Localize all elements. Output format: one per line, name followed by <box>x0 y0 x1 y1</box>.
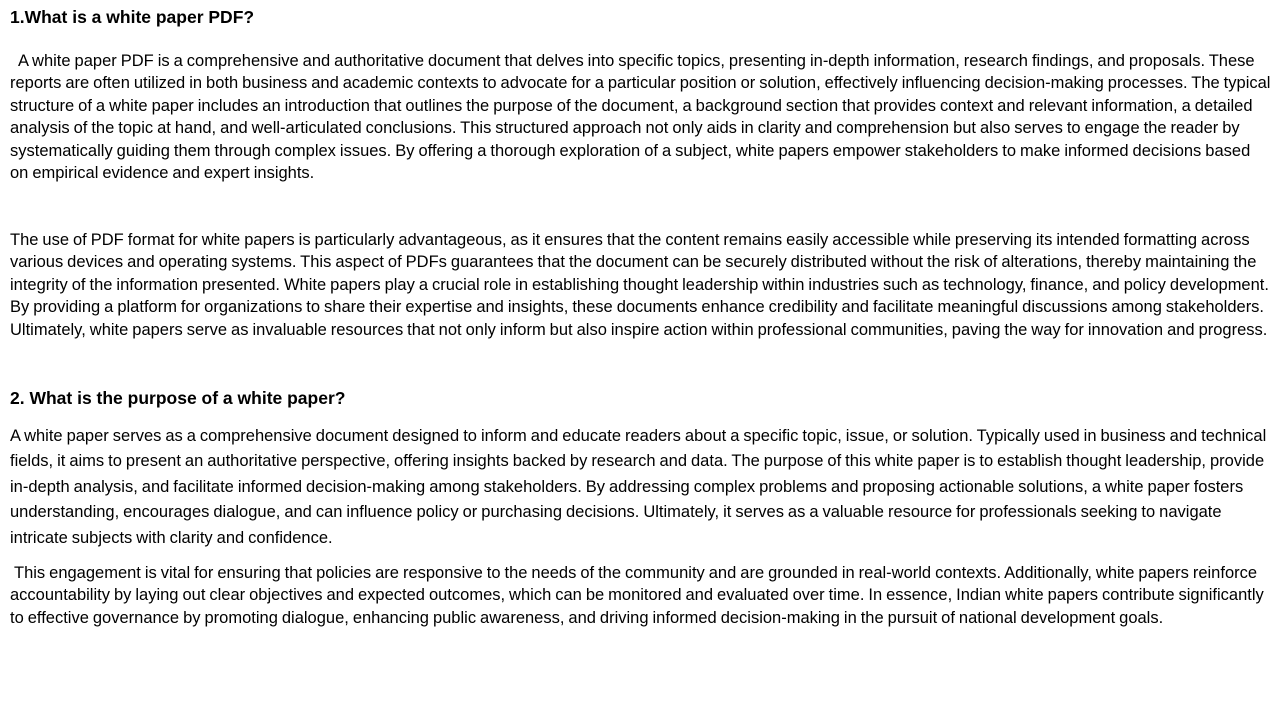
section-2-paragraph-1: A white paper serves as a comprehensive document designed to inform and educate readers about a specific topic, issue, or solution. Typically used in business and technical fields, it aims to present an authoritative perspective, offering insights backed by research and data. The purpose of this white paper is to establish thought leadership, provide in-depth analysis, and facilitate informed decision-making among stakeholders. By addressing complex problems and proposing actionable solutions, a white paper fosters understanding, encourages dialogue, and can influence policy or purchasing decisions. Ultimately, it serves as a valuable resource for professionals seeking to navigate intricate subjects with clarity and confidence. <box>10 427 1267 547</box>
section-1-paragraph-1: A white paper PDF is a comprehensive and authoritative document that delves into specific topics, presenting in-depth information, research findings, and proposals. These reports are often utilized in both business and academic contexts to advocate for a particular position or solution, effectively influencing decision-making processes. The typical structure of a white paper includes an introduction that outlines the purpose of the document, a background section that provides context and relevant information, a detailed analysis of the topic at hand, and well-articulated conclusions. This structured approach not only aids in clarity and comprehension but also serves to engage the reader by systematically guiding them through complex issues. By offering a thorough exploration of a subject, white papers empower stakeholders to make informed decisions based on empirical evidence and expert insights. <box>10 52 1275 183</box>
section-2-paragraph-2: This engagement is vital for ensuring that policies are responsive to the needs of the community and are grounded in real-world contexts. Additionally, white papers reinforce accountability by laying out clear objectives and expected outcomes, which can be monitored and evaluated over time. In essence, Indian white papers contribute significantly to effective governance by promoting dialogue, enhancing public awareness, and driving informed decision-making in the pursuit of national development goals. <box>10 564 1268 627</box>
section-1-paragraph-2: The use of PDF format for white papers is particularly advantageous, as it ensures that the content remains easily accessible while preserving its intended formatting across various devices and operating systems. This aspect of PDFs guarantees that the document can be securely distributed without the risk of alterations, thereby maintaining the integrity of the information presented. White papers play a crucial role in establishing thought leadership within industries such as technology, finance, and policy development. By providing a platform for organizations to share their expertise and insights, these documents enhance credibility and facilitate meaningful discussions among stakeholders. Ultimately, white papers serve as invaluable resources that not only inform but also inspire action within professional communities, paving the way for innovation and progress. <box>10 231 1269 339</box>
section-2-heading: 2. What is the purpose of a white paper? <box>10 388 346 408</box>
section-1-heading: 1.What is a white paper PDF? <box>10 7 255 27</box>
